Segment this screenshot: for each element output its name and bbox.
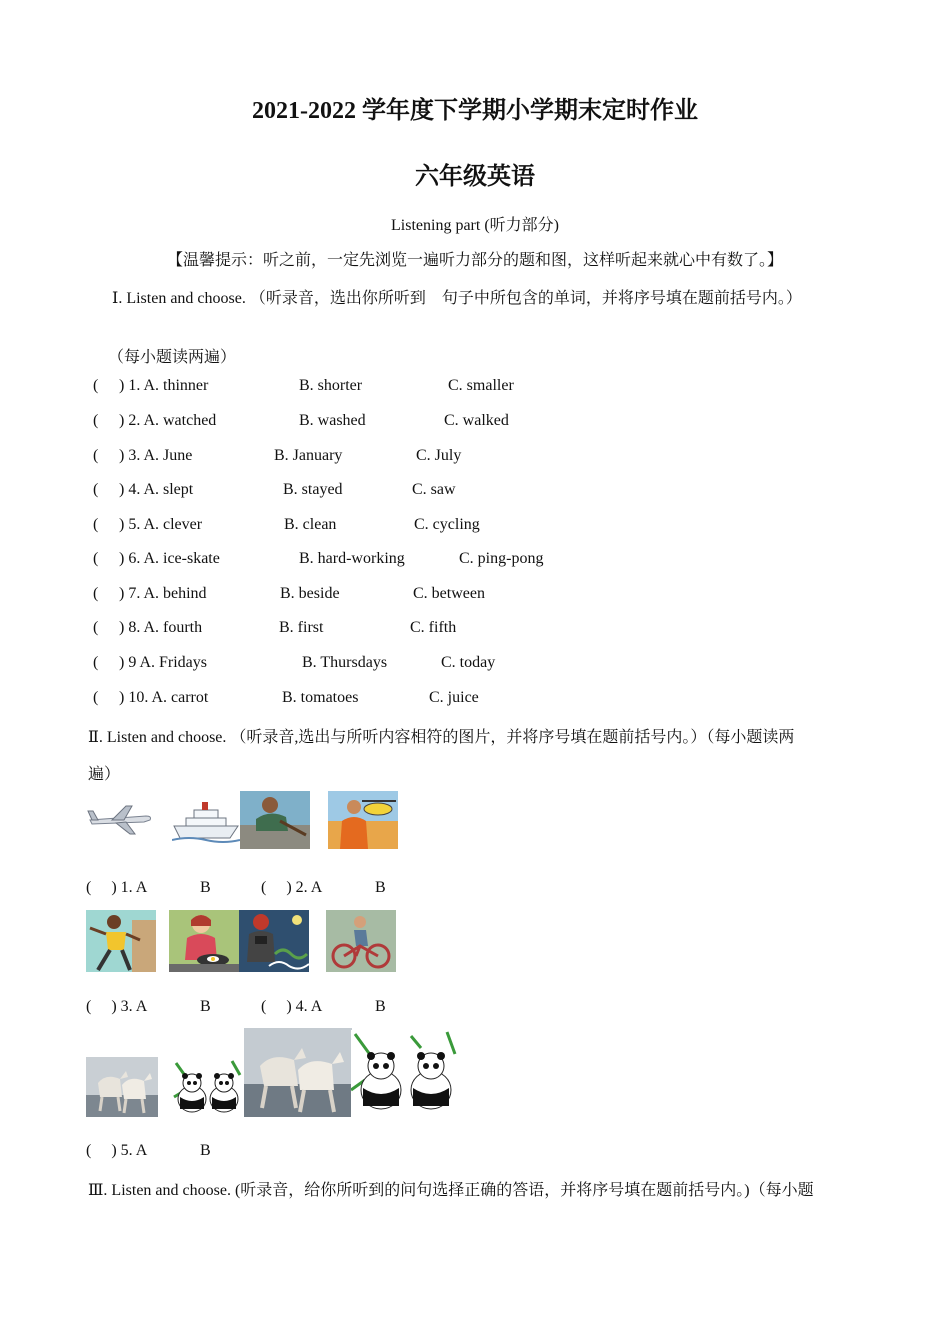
question-option-a: ) 6. A. ice-skate — [119, 550, 220, 567]
q1-option-b: B — [200, 879, 211, 896]
answer-paren: ( — [93, 412, 99, 429]
question-option-b: B. first — [279, 619, 324, 636]
question-option-a: ) 10. A. carrot — [119, 689, 209, 706]
q4-label: ( ) 4. A — [261, 998, 323, 1015]
question-option-c: C. July — [416, 447, 462, 464]
question-option-a: ) 8. A. fourth — [119, 619, 203, 636]
part-label: Listening part (听力部分) — [391, 217, 559, 234]
question-option-c: C. juice — [429, 689, 479, 706]
ship-picture — [172, 796, 240, 844]
airplane-picture — [86, 800, 154, 838]
answer-paren: ( — [93, 654, 99, 671]
question-option-c: C. ping-pong — [459, 550, 544, 567]
question-option-b: B. washed — [299, 412, 366, 429]
q2-option-b: B — [375, 879, 386, 896]
tai-chi-picture — [86, 910, 156, 972]
pandas-picture-small — [172, 1057, 244, 1117]
q5-label: ( ) 5. A — [86, 1142, 148, 1159]
section2-heading-cont: 遍） — [88, 766, 121, 783]
question-option-a: ) 5. A. clever — [119, 516, 203, 533]
answer-paren: ( — [93, 689, 99, 706]
question-option-b: B. Thursdays — [302, 654, 388, 671]
question-option-a: ) 4. A. slept — [119, 481, 194, 498]
answer-paren: ( — [93, 585, 99, 602]
q3-option-b: B — [200, 998, 211, 1015]
question-option-b: B. stayed — [283, 481, 343, 498]
pandas-picture-large — [351, 1030, 459, 1117]
question-option-a: ) 2. A. watched — [119, 412, 217, 429]
question-option-b: B. shorter — [299, 377, 363, 394]
tip-text: 【温馨提示：听之前，一定先浏览一遍听力部分的题和图，这样听起来就心中有数了。】 — [166, 252, 783, 269]
exam-title: 2021-2022 学年度下学期小学期末定时作业 — [252, 98, 698, 124]
cycling-picture — [326, 910, 396, 972]
q2-label: ( ) 2. A — [261, 879, 323, 896]
question-option-b: B. January — [274, 447, 343, 464]
answer-paren: ( — [93, 377, 99, 394]
question-option-a: ) 1. A. thinner — [119, 377, 209, 394]
answer-paren: ( — [93, 447, 99, 464]
section2-heading: Ⅱ. Listen and choose. （听录音,选出与所听内容相符的图片，并将序号填在题前括号内。）（每小题读两 — [88, 729, 795, 746]
section3-heading: Ⅲ. Listen and choose. (听录音，给你所听到的问句选择正确的答语，并将序号填在题前括号内。)（每小题 — [88, 1182, 814, 1199]
q3-label: ( ) 3. A — [86, 998, 148, 1015]
section1-note: （每小题读两遍） — [108, 349, 237, 366]
section1-heading: Ⅰ. Listen and choose. （听录音，选出你所听到 句子中所包含的单词，并将序号填在题前括号内。） — [112, 290, 802, 307]
question-option-c: C. today — [441, 654, 496, 671]
photographer-picture — [239, 910, 309, 972]
question-option-c: C. walked — [444, 412, 509, 429]
answer-paren: ( — [93, 516, 99, 533]
question-option-b: B. tomatoes — [282, 689, 359, 706]
answer-paren: ( — [93, 619, 99, 636]
question-option-b: B. hard-working — [299, 550, 405, 567]
question-option-a: ) 9 A. Fridays — [119, 654, 207, 671]
horses-picture-small — [86, 1057, 158, 1117]
pilot-picture — [328, 791, 398, 849]
q1-label: ( ) 1. A — [86, 879, 148, 896]
question-option-c: C. saw — [412, 481, 456, 498]
question-option-b: B. clean — [284, 516, 337, 533]
cooking-picture — [169, 910, 239, 972]
question-option-b: B. beside — [280, 585, 340, 602]
q4-option-b: B — [375, 998, 386, 1015]
horses-picture-large — [244, 1028, 352, 1117]
q5-option-b: B — [200, 1142, 211, 1159]
question-option-a: ) 7. A. behind — [119, 585, 207, 602]
fisherman-picture — [240, 791, 310, 849]
answer-paren: ( — [93, 481, 99, 498]
answer-paren: ( — [93, 550, 99, 567]
exam-subtitle: 六年级英语 — [415, 164, 535, 190]
question-option-a: ) 3. A. June — [119, 447, 193, 464]
question-option-c: C. fifth — [410, 619, 457, 636]
question-option-c: C. smaller — [448, 377, 514, 394]
question-option-c: C. between — [413, 585, 485, 602]
question-option-c: C. cycling — [414, 516, 480, 533]
